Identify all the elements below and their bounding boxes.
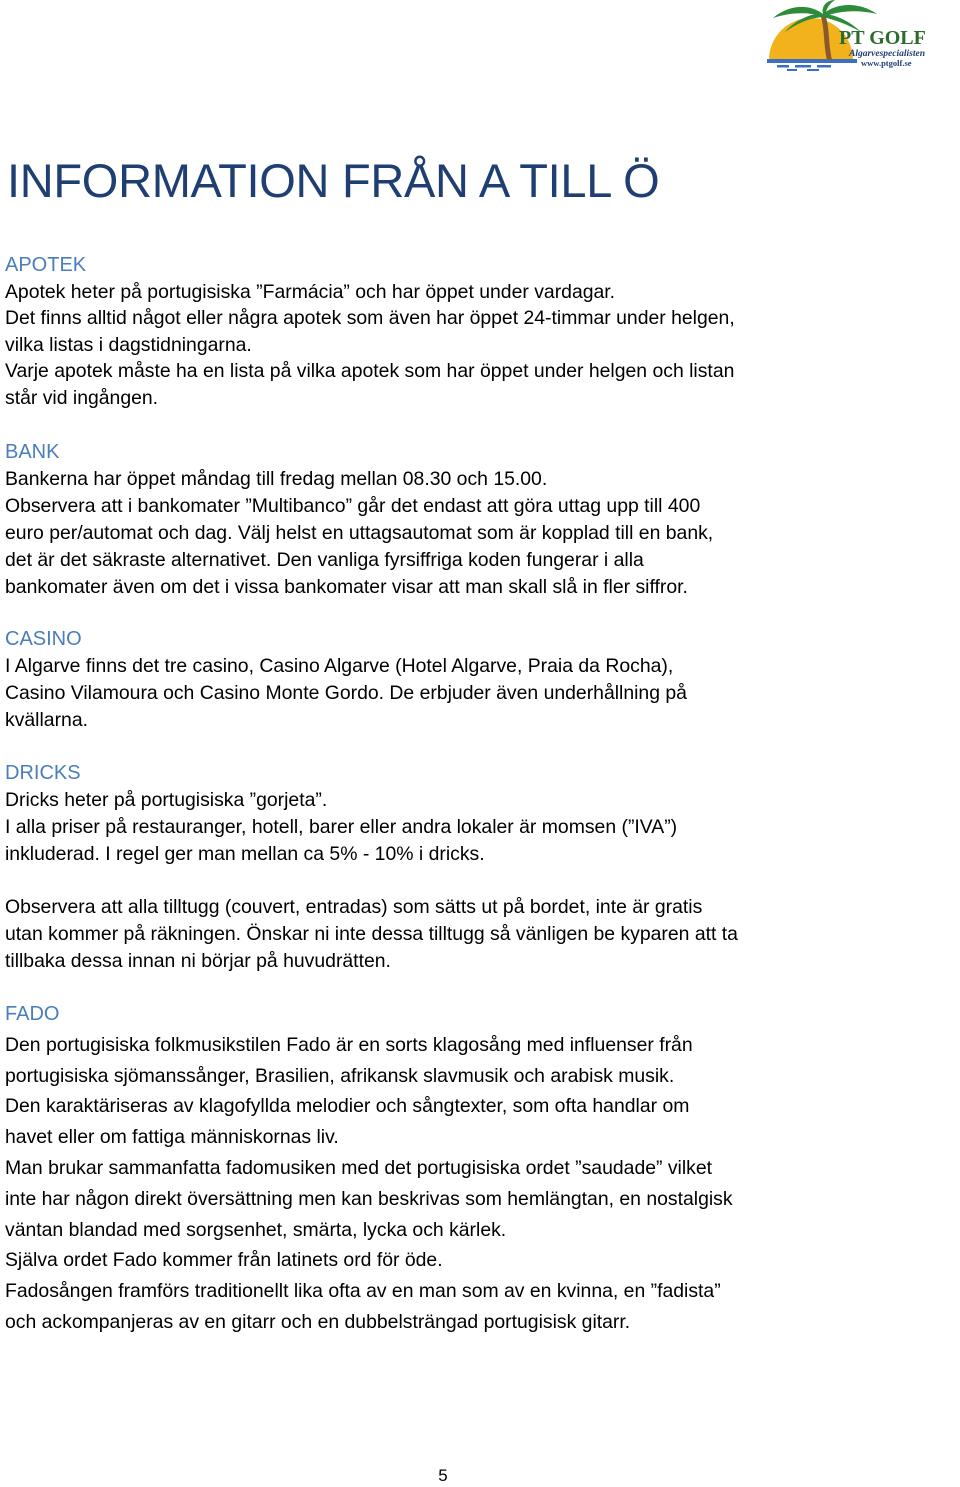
- section-heading-casino: CASINO: [5, 628, 82, 650]
- text-line: Observera att alla tilltugg (couvert, entradas) som sätts ut på bordet, inte är gratis: [5, 896, 703, 918]
- text-line: Den karaktäriseras av klagofyllda melodier och sångtexter, som ofta handlar om: [5, 1095, 690, 1118]
- text-line: utan kommer på räkningen. Önskar ni inte dessa tilltugg så vänligen be kyparen att ta: [5, 923, 738, 945]
- text-line: Apotek heter på portugisiska ”Farmácia” och har öppet under vardagar.: [5, 280, 616, 303]
- text-line: portugisiska sjömanssånger, Brasilien, afrikansk slavmusik och arabisk musik.: [5, 1064, 675, 1087]
- text-line: Själva ordet Fado kommer från latinets ord för öde.: [5, 1249, 443, 1272]
- svg-text:www.ptgolf.se: www.ptgolf.se: [861, 58, 912, 68]
- text-line: Fadosången framförs traditionellt lika ofta av en man som av en kvinna, en ”fadista”: [5, 1280, 721, 1303]
- text-line: Bankerna har öppet måndag till fredag mellan 08.30 och 15.00.: [5, 468, 548, 490]
- text-line: Man brukar sammanfatta fadomusiken med det portugisiska ordet ”saudade” vilket: [5, 1156, 713, 1179]
- text-line: I Algarve finns det tre casino, Casino Algarve (Hotel Algarve, Praia da Rocha),: [5, 655, 674, 677]
- svg-text:Algarvespecialisten: Algarvespecialisten: [849, 49, 925, 59]
- section-fado: [5, 999, 733, 1338]
- palm-sun-logo-icon: [765, 0, 955, 72]
- text-line: vilka listas i dagstidningarna.: [5, 333, 252, 356]
- text-line: kvällarna.: [5, 709, 88, 731]
- text-line: I alla priser på restauranger, hotell, barer eller andra lokaler är momsen (”IVA”): [5, 816, 678, 838]
- text-line: inte har någon direkt översättning men kan beskrivas som hemlängtan, en nostalgisk: [5, 1187, 733, 1210]
- text-line: väntan blandad med sorgsenhet, smärta, lycka och kärlek.: [5, 1218, 507, 1241]
- text-line: bankomater även om det i vissa bankomater visar att man skall slå in fler siffror.: [5, 576, 688, 598]
- page-title: INFORMATION FRÅN A TILL Ö: [7, 154, 660, 207]
- section-bank: [5, 439, 713, 601]
- text-line: Dricks heter på portugisiska ”gorjeta”.: [5, 789, 328, 811]
- text-line: havet eller om fattiga människornas liv.: [5, 1126, 339, 1149]
- text-line: det är det säkraste alternativet. Den vanliga fyrsiffriga koden fungerar i alla: [5, 549, 644, 571]
- logo-text: PT GOLF: [839, 27, 926, 49]
- text-line: Den portugisiska folkmusikstilen Fado är en sorts klagosång med influenser från: [5, 1033, 693, 1056]
- section-heading-bank: BANK: [5, 441, 60, 463]
- text-line: står vid ingången.: [5, 386, 159, 409]
- section-casino: [5, 626, 687, 734]
- text-line: tillbaka dessa innan ni börjar på huvudrätten.: [5, 950, 391, 972]
- text-line: euro per/automat och dag. Välj helst en uttagsautomat som är kopplad till en bank,: [5, 522, 714, 544]
- text-line: Det finns alltid något eller några apotek som även har öppet 24-timmar under helgen,: [5, 307, 735, 330]
- page-number: 5: [438, 1466, 448, 1485]
- text-line: och ackompanjeras av en gitarr och en dubbelsträngad portugisisk gitarr.: [5, 1310, 631, 1333]
- section-apotek: [5, 252, 735, 412]
- text-line: inkluderad. I regel ger man mellan ca 5% - 10% i dricks.: [5, 843, 485, 865]
- pt-golf-logo: [765, 0, 955, 72]
- text-line: Casino Vilamoura och Casino Monte Gordo. De erbjuder även underhållning på: [5, 682, 687, 704]
- text-line: Observera att i bankomater ”Multibanco” går det endast att göra uttag upp till 400: [5, 495, 701, 517]
- section-heading-dricks: DRICKS: [5, 762, 81, 784]
- paragraph-gap: [5, 868, 738, 894]
- section-heading-apotek: APOTEK: [5, 254, 87, 276]
- text-line: Varje apotek måste ha en lista på vilka apotek som har öppet under helgen och listan: [5, 360, 735, 383]
- section-heading-fado: FADO: [5, 1003, 60, 1025]
- section-dricks: [5, 760, 738, 975]
